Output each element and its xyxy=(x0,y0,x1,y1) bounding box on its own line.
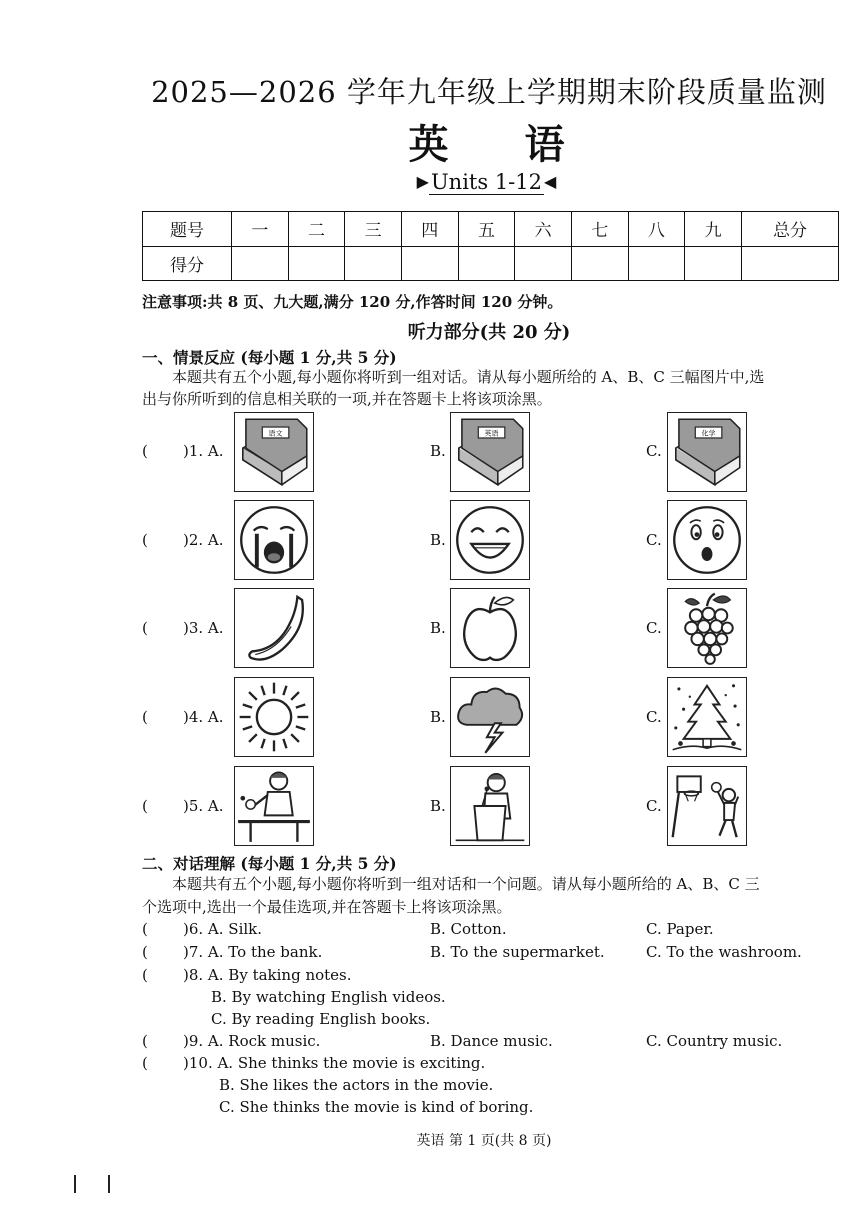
part2-heading: 二、对话理解 (每小题 1 分,共 5 分) xyxy=(142,854,397,873)
part2-instructions-line2: 个选项中,选出一个最佳选项,并在答题卡上将该项涂黑。 xyxy=(142,898,512,916)
apple-icon xyxy=(451,589,529,667)
crying-face-icon xyxy=(235,501,313,579)
sun-icon xyxy=(235,678,313,756)
q9-option-c[interactable]: C. Country music. xyxy=(646,1032,783,1050)
q4-option-b-image[interactable] xyxy=(450,677,530,757)
binding-mark xyxy=(74,1175,76,1193)
score-table-cell: 八 xyxy=(628,212,685,247)
q5-option-c-image[interactable] xyxy=(667,766,747,846)
score-table-cell: 二 xyxy=(288,212,345,247)
q10-option-b[interactable]: B. She likes the actors in the movie. xyxy=(219,1076,494,1094)
part1-heading: 一、情景反应 (每小题 1 分,共 5 分) xyxy=(142,348,397,367)
q6-paren: ( xyxy=(142,920,148,938)
score-table-cell: 总分 xyxy=(742,212,839,247)
part1-instructions-line2: 出与你所听到的信息相关联的一项,并在答题卡上将该项涂黑。 xyxy=(142,390,552,408)
score-cell[interactable] xyxy=(742,246,839,281)
score-cell[interactable] xyxy=(685,246,742,281)
smiling-face-icon xyxy=(451,501,529,579)
score-table-cell: 一 xyxy=(232,212,289,247)
thunderstorm-icon xyxy=(451,678,529,756)
table-tennis-icon xyxy=(235,767,313,845)
score-cell[interactable] xyxy=(515,246,572,281)
score-cell[interactable] xyxy=(232,246,289,281)
score-table xyxy=(142,211,839,281)
q5-option-b-label: B. xyxy=(430,797,446,815)
q8-option-c[interactable]: C. By reading English books. xyxy=(211,1010,431,1028)
q3-option-c-image[interactable] xyxy=(667,588,747,668)
book-icon xyxy=(235,413,313,491)
part2-instructions-line1: 本题共有五个小题,每小题你将听到一组对话和一个问题。请从每小题所给的 A、B、C 三 xyxy=(172,875,760,893)
score-table-cell: 九 xyxy=(685,212,742,247)
score-table-cell: 题号 xyxy=(143,212,232,247)
units-label: Units 1-12 xyxy=(430,170,542,194)
q1-option-b-image[interactable] xyxy=(450,412,530,492)
q1-option-a-image[interactable] xyxy=(234,412,314,492)
score-table-cell: 四 xyxy=(401,212,458,247)
q5-option-a-image[interactable] xyxy=(234,766,314,846)
q10-paren: ( xyxy=(142,1054,148,1072)
q5-label: )5. A. xyxy=(183,797,224,815)
q6-option-b[interactable]: B. Cotton. xyxy=(430,920,507,938)
binding-mark xyxy=(108,1175,110,1193)
score-cell[interactable] xyxy=(345,246,402,281)
triangle-right-icon: ▶ xyxy=(416,172,429,191)
score-table-score-row xyxy=(143,246,839,281)
score-table-cell: 六 xyxy=(515,212,572,247)
notice: 注意事项:共 8 页、九大题,满分 120 分,作答时间 120 分钟。 xyxy=(142,293,563,311)
q7-paren: ( xyxy=(142,943,148,961)
q8-option-b[interactable]: B. By watching English videos. xyxy=(211,988,446,1006)
q1-option-b-label: B. xyxy=(430,442,446,460)
score-table-header-row xyxy=(143,212,839,247)
q2-option-a-image[interactable] xyxy=(234,500,314,580)
basketball-icon xyxy=(668,767,746,845)
q3-option-c-label: C. xyxy=(646,619,662,637)
q5-paren: ( xyxy=(142,797,148,815)
q2-option-b-label: B. xyxy=(430,531,446,549)
q2-label: )2. A. xyxy=(183,531,224,549)
score-table-cell: 三 xyxy=(345,212,402,247)
q4-label: )4. A. xyxy=(183,708,224,726)
q1-option-c-image[interactable] xyxy=(667,412,747,492)
score-cell[interactable] xyxy=(571,246,628,281)
q1-option-c-label: C. xyxy=(646,442,662,460)
q3-option-b-label: B. xyxy=(430,619,446,637)
q3-label: )3. A. xyxy=(183,619,224,637)
q10-option-c[interactable]: C. She thinks the movie is kind of boring. xyxy=(219,1098,534,1116)
q4-paren: ( xyxy=(142,708,148,726)
score-cell[interactable] xyxy=(401,246,458,281)
q2-option-b-image[interactable] xyxy=(450,500,530,580)
score-table-cell: 七 xyxy=(571,212,628,247)
score-table-cell: 五 xyxy=(458,212,515,247)
q9-paren: ( xyxy=(142,1032,148,1050)
q8-option-a[interactable]: )8. A. By taking notes. xyxy=(183,966,352,984)
subject-char-1: 英 xyxy=(408,121,449,168)
exam-title: 2025—2026 学年九年级上学期期末阶段质量监测 xyxy=(151,75,827,109)
q10-option-a[interactable]: )10. A. She thinks the movie is exciting. xyxy=(183,1054,486,1072)
units-banner xyxy=(0,170,868,194)
book-label-c: 化学 xyxy=(701,428,716,438)
q2-option-c-image[interactable] xyxy=(667,500,747,580)
page-footer: 英语 第 1 页(共 8 页) xyxy=(416,1133,552,1149)
q5-option-b-image[interactable] xyxy=(450,766,530,846)
score-cell[interactable] xyxy=(458,246,515,281)
listening-section-title: 听力部分(共 20 分) xyxy=(407,322,571,343)
part1-instructions-line1: 本题共有五个小题,每小题你将听到一组对话。请从每小题所给的 A、B、C 三幅图片中,选 xyxy=(172,368,765,386)
q3-paren: ( xyxy=(142,619,148,637)
q4-option-a-image[interactable] xyxy=(234,677,314,757)
book-label-a: 语文 xyxy=(268,428,283,438)
score-cell[interactable] xyxy=(288,246,345,281)
score-cell[interactable] xyxy=(628,246,685,281)
q7-option-a[interactable]: )7. A. To the bank. xyxy=(183,943,323,961)
score-row-label: 得分 xyxy=(143,246,232,281)
q3-option-b-image[interactable] xyxy=(450,588,530,668)
book-icon xyxy=(451,413,529,491)
speech-podium-icon xyxy=(451,767,529,845)
triangle-left-icon: ◀ xyxy=(544,172,557,191)
q4-option-c-image[interactable] xyxy=(667,677,747,757)
q9-option-b[interactable]: B. Dance music. xyxy=(430,1032,553,1050)
q1-label: )1. A. xyxy=(183,442,224,460)
q7-option-c[interactable]: C. To the washroom. xyxy=(646,943,802,961)
grapes-icon xyxy=(668,589,746,667)
q9-option-a[interactable]: )9. A. Rock music. xyxy=(183,1032,321,1050)
snowy-tree-icon xyxy=(668,678,746,756)
q7-option-b[interactable]: B. To the supermarket. xyxy=(430,943,605,961)
q8-paren: ( xyxy=(142,966,148,984)
q4-option-c-label: C. xyxy=(646,708,662,726)
subject-title xyxy=(0,113,868,170)
book-label-b: 英语 xyxy=(484,428,499,438)
q6-option-c[interactable]: C. Paper. xyxy=(646,920,714,938)
surprised-face-icon xyxy=(668,501,746,579)
q2-option-c-label: C. xyxy=(646,531,662,549)
q3-option-a-image[interactable] xyxy=(234,588,314,668)
q4-option-b-label: B. xyxy=(430,708,446,726)
banana-icon xyxy=(235,589,313,667)
q2-paren: ( xyxy=(142,531,148,549)
q1-paren: ( xyxy=(142,442,148,460)
book-icon xyxy=(668,413,746,491)
q6-option-a[interactable]: )6. A. Silk. xyxy=(183,920,263,938)
q5-option-c-label: C. xyxy=(646,797,662,815)
subject-char-2: 语 xyxy=(524,121,565,168)
